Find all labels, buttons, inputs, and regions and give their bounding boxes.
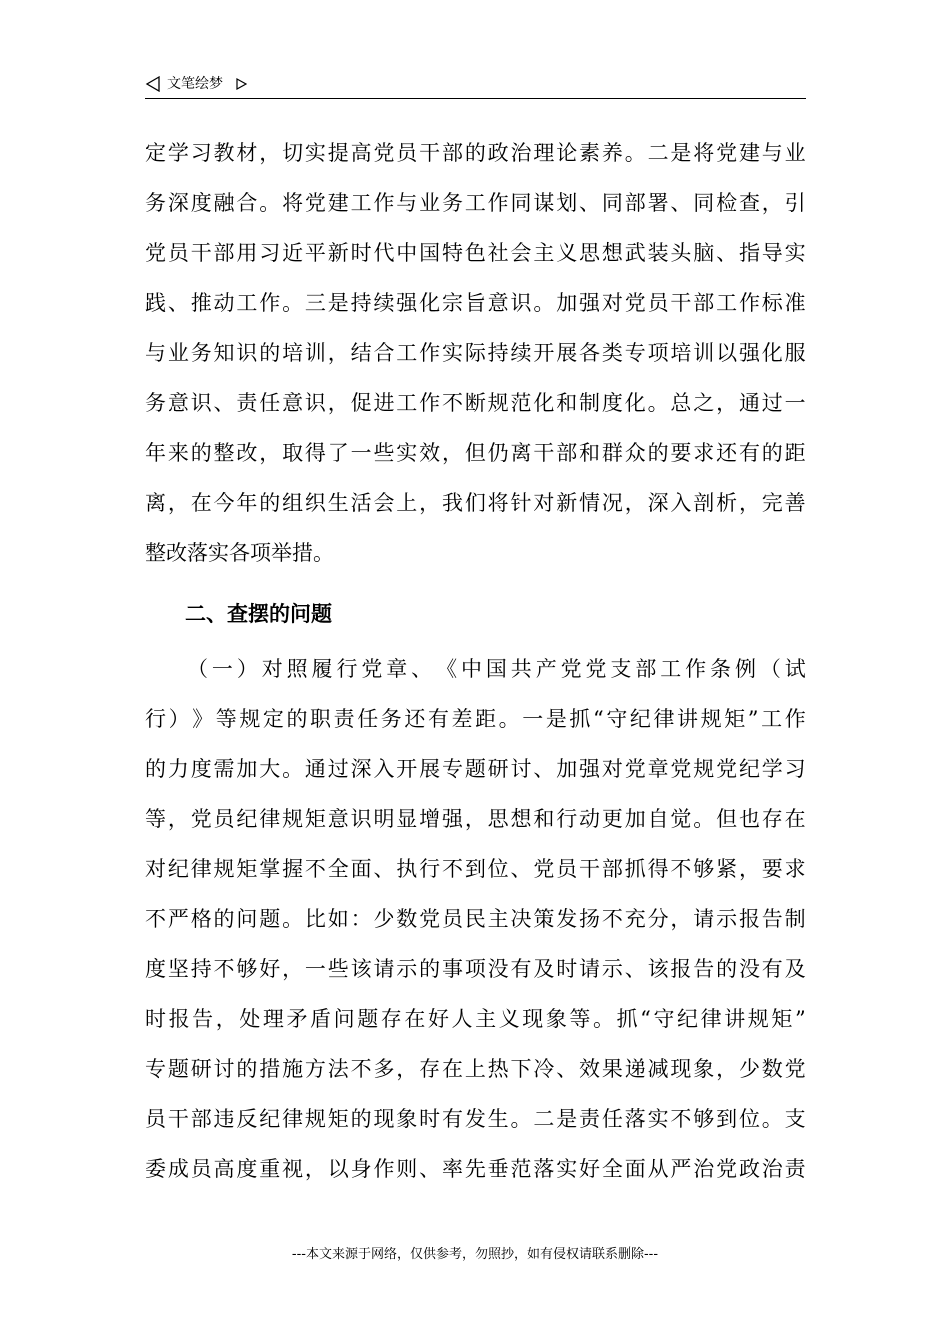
text-line: 整改落实各项举措。	[145, 541, 334, 565]
text-line: 等 ， 党 员 纪 律 规 矩 意 识 明 显 增 强 ， 思 想 和 行 动 更 加 自 觉 。 但 也 存 在	[145, 807, 806, 831]
text-line: 定 学 习 教 材 ， 切 实 提 高 党 员 干 部 的 政 治 理 论 素 养 。 二 是 将 党 建 与 业	[145, 141, 806, 165]
text-line: 年 来 的 整 改 ， 取 得 了 一 些 实 效 ， 但 仍 离 干 部 和 群 众 的 要 求 还 有 的 距	[145, 441, 806, 465]
document-body	[145, 128, 806, 1194]
text-line: 专 题 研 讨 的 措 施 方 法 不 多 ， 存 在 上 热 下 冷 、 效 果 递 减 现 象 ， 少 数 党	[145, 1057, 806, 1081]
brand-name: 文笔绘梦	[167, 76, 223, 92]
text-line: 时 报 告 ， 处 理 矛 盾 问 题 存 在 好 人 主 义 现 象 等 。 抓 “ 守 纪 律 讲 规 矩 ”	[145, 1007, 806, 1031]
text-line: 不 严 格 的 问 题 。 比 如 ： 少 数 党 员 民 主 决 策 发 扬 不 充 分 ， 请 示 报 告 制	[145, 907, 806, 931]
text-line: 务 意 识 、 责 任 意 识 ， 促 进 工 作 不 断 规 范 化 和 制 度 化 。 总 之 ， 通 过 一	[145, 391, 806, 415]
text-line: 践 、 推 动 工 作 。 三 是 持 续 强 化 宗 旨 意 识 。 加 强 对 党 员 干 部 工 作 标 准	[145, 291, 806, 315]
triangle-left-icon	[145, 76, 161, 92]
page-header	[145, 72, 806, 99]
text-line: 行 ） 》 等 规 定 的 职 责 任 务 还 有 差 距 。 一 是 抓 “ 守 纪 律 讲 规 矩 ” 工 作	[145, 707, 806, 731]
section-heading: 二、查摆的问题	[185, 602, 332, 626]
text-line: 务 深 度 融 合 。 将 党 建 工 作 与 业 务 工 作 同 谋 划 、 同 部 署 、 同 检 查 ， 引	[145, 191, 806, 215]
text-line: 员 干 部 违 反 纪 律 规 矩 的 现 象 时 有 发 生 。 二 是 责 任 落 实 不 够 到 位 。 支	[145, 1107, 806, 1131]
text-line: 对 纪 律 规 矩 掌 握 不 全 面 、 执 行 不 到 位 、 党 员 干 部 抓 得 不 够 紧 ， 要 求	[145, 857, 806, 881]
paragraph-2	[145, 644, 806, 1194]
text-line: 的 力 度 需 加 大 。 通 过 深 入 开 展 专 题 研 讨 、 加 强 对 党 章 党 规 党 纪 学 习	[145, 757, 806, 781]
text-line: 委 成 员 高 度 重 视 ， 以 身 作 则 、 率 先 垂 范 落 实 好 全 面 从 严 治 党 政 治 责	[145, 1157, 806, 1181]
text-line: 党 员 干 部 用 习 近 平 新 时 代 中 国 特 色 社 会 主 义 思 想 武 装 头 脑 、 指 导 实	[145, 241, 806, 265]
paragraph-1	[145, 128, 806, 578]
text-line: 离 ， 在 今 年 的 组 织 生 活 会 上 ， 我 们 将 针 对 新 情 况 ， 深 入 剖 析 ， 完 善	[145, 491, 806, 515]
page-footer: ---本文来源于网络，仅供参考，勿照抄，如有侵权请联系删除---	[291, 1247, 659, 1262]
text-line: 度 坚 持 不 够 好 ， 一 些 该 请 示 的 事 项 没 有 及 时 请 示 、 该 报 告 的 没 有 及	[145, 957, 806, 981]
triangle-right-icon	[235, 78, 247, 90]
text-line: （ 一 ） 对 照 履 行 党 章 、 《 中 国 共 产 党 党 支 部 工 作 条 例 （ 试	[187, 657, 806, 681]
text-line: 与 业 务 知 识 的 培 训 ， 结 合 工 作 实 际 持 续 开 展 各 类 专 项 培 训 以 强 化 服	[145, 341, 806, 365]
